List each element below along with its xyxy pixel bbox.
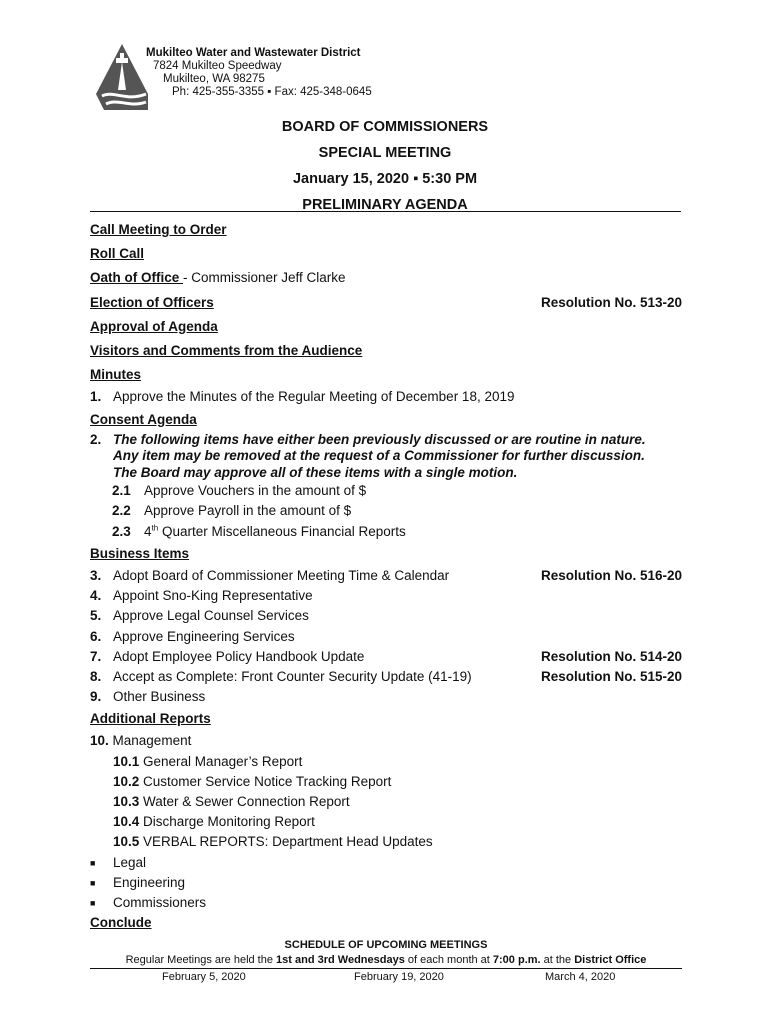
bullet-icon: ■ (90, 897, 96, 908)
item-number: 1. (90, 389, 102, 405)
business-item (90, 627, 682, 647)
item-text: Other Business (113, 689, 206, 705)
consent-intro-line: The following items have either been previously discussed or are routine in nature. (113, 431, 646, 447)
section-consent: Consent Agenda (90, 411, 197, 427)
section-reports: Additional Reports (90, 711, 211, 727)
item-number: 10. (90, 733, 109, 749)
district-logo-icon (96, 44, 148, 112)
item-text: Approve Payroll in the amount of $ (144, 503, 352, 519)
bullet-icon: ■ (90, 857, 96, 868)
item-text: Adopt Board of Commissioner Meeting Time & Calendar (113, 567, 450, 583)
agenda-title (90, 114, 680, 218)
item-number: 10.3 (113, 794, 140, 809)
oath-heading: Oath of Office (90, 270, 184, 286)
item-text: Commissioners (113, 894, 207, 910)
business-item (90, 566, 682, 586)
consent-item (90, 481, 682, 501)
report-item (90, 792, 682, 812)
title-divider (90, 211, 681, 212)
item-text: Approve Engineering Services (113, 628, 295, 644)
item-number: 4. (90, 588, 102, 604)
minutes-item (90, 387, 682, 407)
section-visitors: Visitors and Comments from the Audience (90, 342, 363, 358)
report-item (90, 752, 682, 772)
agenda-body (90, 218, 682, 933)
organization-name: Mukilteo Water and Wastewater District (146, 47, 361, 59)
item-number: 2.1 (112, 483, 131, 499)
item-number: 2.3 (112, 523, 131, 539)
item-number: 3. (90, 567, 102, 583)
item-number: 10.5 (113, 834, 140, 850)
bullet-item (90, 873, 682, 893)
consent-intro-line: The Board may approve all of these items with a single motion. (113, 464, 518, 480)
item-text: Management (108, 733, 192, 749)
item-text: VERBAL REPORTS: Department Head Updates (139, 834, 433, 850)
letterhead (96, 44, 416, 114)
item-number: 2. (90, 431, 102, 447)
business-item (90, 647, 682, 667)
item-text: Water & Sewer Connection Report (139, 794, 350, 809)
election-heading: Election of Officers (90, 294, 214, 310)
report-item (90, 832, 682, 852)
consent-item (90, 501, 682, 521)
item-text: Adopt Employee Policy Handbook Update (113, 648, 365, 664)
agenda-type: PRELIMINARY AGENDA (302, 197, 468, 213)
oath-text: - Commissioner Jeff Clarke (183, 270, 346, 286)
meeting-date: January 15, 2020 ▪ 5:30 PM (292, 171, 478, 187)
section-conclude: Conclude (90, 915, 152, 931)
item-number: 10.2 (113, 773, 140, 789)
item-number: 8. (90, 668, 102, 684)
section-business: Business Items (90, 545, 190, 561)
section-minutes: Minutes (90, 367, 142, 383)
management-item (90, 731, 682, 751)
section-call-to-order: Call Meeting to Order (90, 222, 227, 237)
organization-address: 7824 Mukilteo Speedway (153, 60, 282, 72)
item-resolution: Resolution No. 514-20 (540, 648, 682, 664)
meeting-type: SPECIAL MEETING (318, 145, 452, 161)
item-number: 9. (90, 689, 102, 705)
item-number: 7. (90, 648, 102, 664)
item-text: 4th Quarter Miscellaneous Financial Reports (144, 523, 406, 539)
report-item (90, 772, 682, 792)
item-text: Appoint Sno-King Representative (113, 588, 313, 604)
item-resolution: Resolution No. 516-20 (540, 567, 682, 583)
schedule-title: SCHEDULE OF UPCOMING MEETINGS (284, 939, 488, 951)
item-resolution: Resolution No. 515-20 (540, 668, 682, 684)
business-item (90, 687, 682, 707)
section-election (90, 291, 682, 315)
schedule-dates (90, 969, 682, 985)
business-item (90, 606, 682, 626)
organization-city: Mukilteo, WA 98275 (163, 73, 265, 85)
consent-intro (90, 432, 682, 482)
meeting-date-3: March 4, 2020 (545, 971, 616, 983)
item-text: Approve the Minutes of the Regular Meeting of December 18, 2019 (113, 389, 515, 405)
report-item (90, 812, 682, 832)
item-text: Legal (113, 854, 147, 870)
meeting-date-1: February 5, 2020 (162, 971, 246, 983)
schedule-footer (90, 938, 682, 985)
item-text: Approve Legal Counsel Services (113, 608, 309, 624)
meeting-date-2: February 19, 2020 (354, 971, 444, 983)
business-item (90, 667, 682, 687)
board-title: BOARD OF COMMISSIONERS (281, 119, 489, 135)
item-text: Accept as Complete: Front Counter Security Update (41-19) (113, 668, 472, 684)
item-number: 10.1 (113, 753, 140, 769)
consent-intro-line: Any item may be removed at the request of a Commissioner for further discussion. (113, 448, 645, 464)
item-text: Approve Vouchers in the amount of $ (144, 483, 367, 499)
item-text: General Manager’s Report (139, 753, 303, 769)
item-number: 2.2 (112, 503, 131, 519)
item-text: Engineering (113, 874, 186, 890)
item-number: 10.4 (113, 814, 140, 830)
bullet-icon: ■ (90, 877, 96, 888)
organization-info (146, 47, 372, 99)
section-oath (90, 266, 682, 290)
section-approval: Approval of Agenda (90, 318, 218, 334)
consent-item (90, 522, 682, 542)
organization-phone: Ph: 425-355-3355 ▪ Fax: 425-348-0645 (172, 86, 372, 98)
item-text: Discharge Monitoring Report (139, 814, 315, 830)
schedule-note: Regular Meetings are held the 1st and 3rd Wednesdays of each month at 7:00 p.m. at the District Office (90, 953, 682, 969)
bullet-item (90, 893, 682, 913)
item-text: Customer Service Notice Tracking Report (139, 773, 392, 789)
bullet-item (90, 853, 682, 873)
election-resolution: Resolution No. 513-20 (540, 294, 682, 310)
item-number: 5. (90, 608, 102, 624)
item-number: 6. (90, 628, 102, 644)
business-item (90, 586, 682, 606)
section-roll-call: Roll Call (90, 246, 145, 262)
